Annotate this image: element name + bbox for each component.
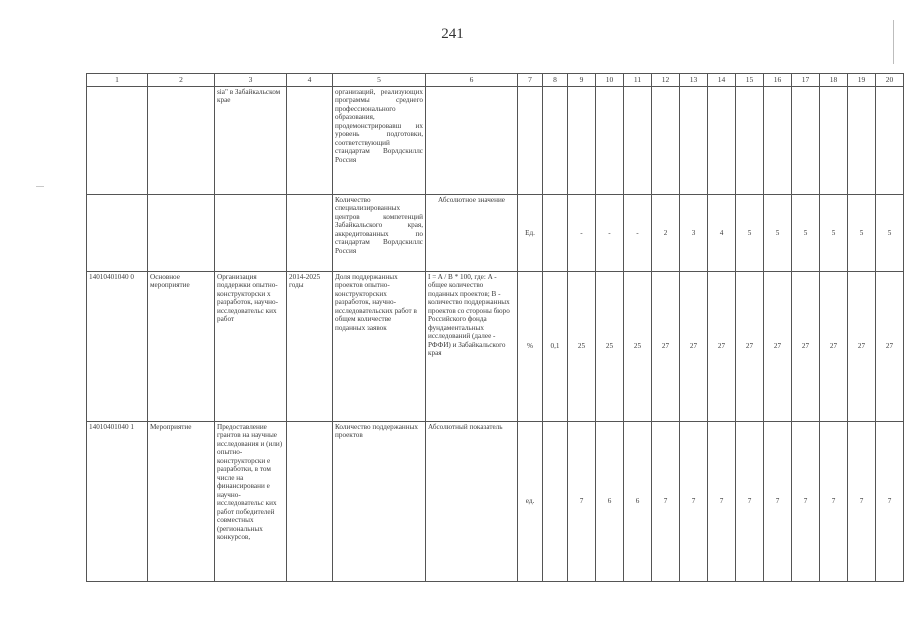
indicator-cell: Доля поддержанных проектов опытно-конструкторских разработок, научно-исследовательских работ в общем количестве поданных заявок <box>333 272 426 422</box>
value-cell: 7 <box>848 422 876 582</box>
unit-cell: ед. <box>518 422 543 582</box>
column-number-cell: 6 <box>426 74 518 87</box>
code-cell: 14010401040 0 <box>87 272 148 422</box>
column-number-cell: 17 <box>792 74 820 87</box>
column-number-cell: 14 <box>708 74 736 87</box>
column-number-cell: 10 <box>596 74 624 87</box>
value-cell: 2 <box>652 195 680 272</box>
period-cell <box>287 87 333 195</box>
indicator-cell: Количество специализированных центров компетенций Забайкальского края, аккредитованных по стандартам Ворлдскиллс Россия <box>333 195 426 272</box>
value-cell: 27 <box>848 272 876 422</box>
value-cell <box>848 87 876 195</box>
column-number-cell: 13 <box>680 74 708 87</box>
value-cell: - <box>624 195 652 272</box>
value-cell: 7 <box>820 422 848 582</box>
method-cell: Абсолютное значение <box>426 195 518 272</box>
unit-cell <box>518 87 543 195</box>
column-number-cell: 20 <box>876 74 904 87</box>
value-cell: 7 <box>876 422 904 582</box>
value-cell: 5 <box>764 195 792 272</box>
value-cell: 7 <box>764 422 792 582</box>
value-cell: 27 <box>652 272 680 422</box>
value-cell <box>596 87 624 195</box>
value-cell: 6 <box>596 422 624 582</box>
table-row <box>87 87 904 195</box>
program-indicators-table <box>86 73 904 582</box>
column-number-cell: 1 <box>87 74 148 87</box>
value-cell: 27 <box>708 272 736 422</box>
column-number-cell: 18 <box>820 74 848 87</box>
value-cell <box>543 87 568 195</box>
column-number-cell: 5 <box>333 74 426 87</box>
code-cell: 14010401040 1 <box>87 422 148 582</box>
value-cell <box>820 87 848 195</box>
value-cell: 27 <box>876 272 904 422</box>
value-cell <box>543 422 568 582</box>
value-cell: 7 <box>736 422 764 582</box>
type-cell: Основное мероприятие <box>148 272 215 422</box>
value-cell: 25 <box>568 272 596 422</box>
column-number-cell: 11 <box>624 74 652 87</box>
column-number-header-row <box>87 74 904 87</box>
value-cell: 5 <box>792 195 820 272</box>
page-number: 241 <box>441 26 464 42</box>
method-cell: I = A / B * 100, где: A - общее количество поданных проектов; B - количество поддержанных проектов со стороны бюро Российского фонда фундаментальных исследований (далее - РФФИ) и Забайкальского края <box>426 272 518 422</box>
value-cell <box>764 87 792 195</box>
type-cell <box>148 87 215 195</box>
value-cell: 5 <box>736 195 764 272</box>
column-number-cell: 15 <box>736 74 764 87</box>
code-cell <box>87 87 148 195</box>
value-cell: 27 <box>764 272 792 422</box>
value-cell: 7 <box>708 422 736 582</box>
method-cell <box>426 87 518 195</box>
code-cell <box>87 195 148 272</box>
value-cell: 5 <box>848 195 876 272</box>
value-cell: 27 <box>680 272 708 422</box>
value-cell <box>624 87 652 195</box>
type-cell: Мероприятие <box>148 422 215 582</box>
indicator-cell: организаций, реализующих программы среднего профессионального образования, продемонстрировавш их уровень подготовки, соответствующий стандартам Ворлдскиллс Россия <box>333 87 426 195</box>
value-cell: 4 <box>708 195 736 272</box>
column-number-cell: 7 <box>518 74 543 87</box>
type-cell <box>148 195 215 272</box>
value-cell: 27 <box>792 272 820 422</box>
value-cell <box>543 195 568 272</box>
period-cell: 2014-2025 годы <box>287 272 333 422</box>
table-row <box>87 422 904 582</box>
column-number-cell: 12 <box>652 74 680 87</box>
value-cell: 7 <box>680 422 708 582</box>
column-number-cell: 4 <box>287 74 333 87</box>
method-cell: Абсолютный показатель <box>426 422 518 582</box>
unit-cell: Ед. <box>518 195 543 272</box>
column-number-cell: 2 <box>148 74 215 87</box>
value-cell: 7 <box>792 422 820 582</box>
value-cell: 3 <box>680 195 708 272</box>
column-number-cell: 16 <box>764 74 792 87</box>
value-cell: 7 <box>568 422 596 582</box>
column-number-cell: 19 <box>848 74 876 87</box>
column-number-cell: 8 <box>543 74 568 87</box>
name-cell: Предоставление грантов на научные исследования и (или) опытно-конструкторски е разработки, в том числе на финансировани е научно-исследовательс ких работ победителей совместных (региональных конкурсов, <box>215 422 287 582</box>
value-cell <box>568 87 596 195</box>
value-cell: 25 <box>624 272 652 422</box>
period-cell <box>287 195 333 272</box>
value-cell <box>736 87 764 195</box>
table-row <box>87 195 904 272</box>
name-cell: sia" в Забайкальском крае <box>215 87 287 195</box>
value-cell: 5 <box>876 195 904 272</box>
value-cell <box>792 87 820 195</box>
value-cell <box>680 87 708 195</box>
value-cell: 6 <box>624 422 652 582</box>
name-cell <box>215 195 287 272</box>
value-cell <box>708 87 736 195</box>
table-row <box>87 272 904 422</box>
value-cell <box>876 87 904 195</box>
value-cell: 7 <box>652 422 680 582</box>
value-cell: 27 <box>820 272 848 422</box>
column-number-cell: 3 <box>215 74 287 87</box>
indicator-cell: Количество поддержанных проектов <box>333 422 426 582</box>
value-cell: - <box>596 195 624 272</box>
value-cell <box>652 87 680 195</box>
scan-dash-mark <box>36 186 44 187</box>
period-cell <box>287 422 333 582</box>
unit-cell: % <box>518 272 543 422</box>
value-cell: - <box>568 195 596 272</box>
value-cell: 25 <box>596 272 624 422</box>
scan-edge-mark <box>893 20 894 64</box>
value-cell: 0,1 <box>543 272 568 422</box>
name-cell: Организация поддержки опытно-конструкторски х разработок, научно-исследовательс ких работ <box>215 272 287 422</box>
value-cell: 5 <box>820 195 848 272</box>
value-cell: 27 <box>736 272 764 422</box>
column-number-cell: 9 <box>568 74 596 87</box>
